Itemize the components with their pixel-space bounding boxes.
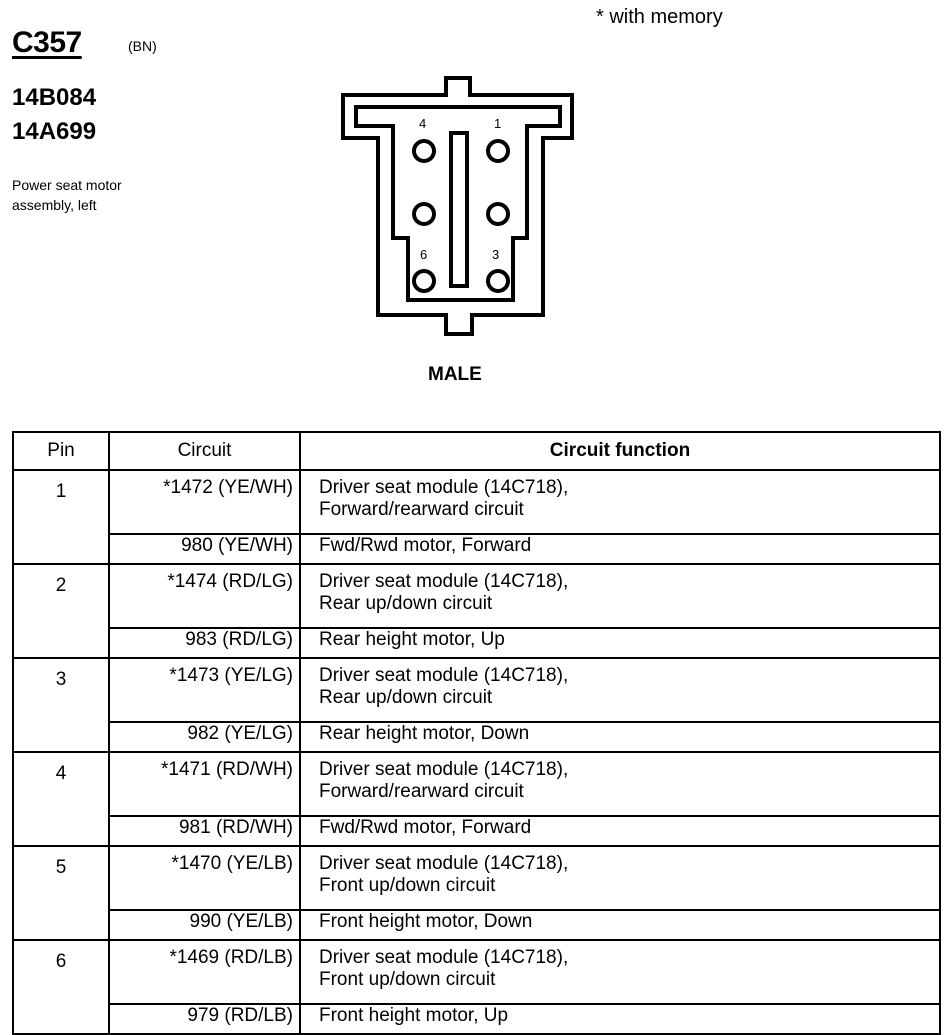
table-row <box>13 722 940 752</box>
table-row <box>13 910 940 940</box>
pin-number: 5 <box>13 846 109 940</box>
description-line-1: Power seat motor <box>12 177 122 193</box>
pin-number: 1 <box>13 470 109 564</box>
memory-circuit: *1470 (YE/LB) <box>109 846 300 910</box>
circuit-function: Fwd/Rwd motor, Forward <box>300 534 940 564</box>
circuit-function: Front height motor, Up <box>300 1004 940 1034</box>
pin-label-6: 6 <box>420 247 428 262</box>
pin-number: 3 <box>13 658 109 752</box>
table-row <box>13 846 940 910</box>
pin-number: 4 <box>13 752 109 846</box>
memory-circuit-function <box>300 940 940 1004</box>
circuit-function: Front height motor, Down <box>300 910 940 940</box>
center-rib <box>451 133 467 286</box>
memory-circuit: *1471 (RD/WH) <box>109 752 300 816</box>
table-row <box>13 1004 940 1034</box>
connector-gender: MALE <box>428 364 482 385</box>
connector-outer-shell <box>343 78 572 334</box>
header-circuit-function: Circuit function <box>300 432 940 470</box>
pin-table <box>12 431 941 1035</box>
pin-label-1: 1 <box>494 116 502 131</box>
circuit: 982 (YE/LG) <box>109 722 300 752</box>
memory-circuit-function <box>300 564 940 628</box>
pin-2-circle <box>488 204 508 224</box>
description-line-2: assembly, left <box>12 197 97 213</box>
table-header-row <box>13 432 940 470</box>
part-number-1: 14B084 <box>12 84 97 111</box>
table-row <box>13 534 940 564</box>
function-line-1: Driver seat module (14C718), <box>319 477 569 498</box>
function-line-1: Driver seat module (14C718), <box>319 759 569 780</box>
connector-color-code: (BN) <box>128 38 157 54</box>
table-row <box>13 658 940 722</box>
function-line-2: Forward/rearward circuit <box>319 499 524 520</box>
pin-label-4: 4 <box>419 116 427 131</box>
circuit: 980 (YE/WH) <box>109 534 300 564</box>
connector-id: C357 <box>12 26 82 59</box>
table-row <box>13 816 940 846</box>
function-line-2: Rear up/down circuit <box>319 687 493 708</box>
circuit-function: Rear height motor, Down <box>300 722 940 752</box>
pin-label-3: 3 <box>492 247 500 262</box>
connector-description <box>12 175 122 215</box>
pin-5-circle <box>414 204 434 224</box>
pin-6-circle <box>414 271 434 291</box>
connector-inner-cavity <box>356 107 560 300</box>
circuit: 990 (YE/LB) <box>109 910 300 940</box>
pin-4-circle <box>414 141 434 161</box>
table-row <box>13 470 940 534</box>
circuit: 983 (RD/LG) <box>109 628 300 658</box>
function-line-2: Front up/down circuit <box>319 875 496 896</box>
circuit: 979 (RD/LB) <box>109 1004 300 1034</box>
circuit-function: Fwd/Rwd motor, Forward <box>300 816 940 846</box>
table-row <box>13 564 940 628</box>
pin-number: 6 <box>13 940 109 1034</box>
connector-face-diagram <box>330 70 580 350</box>
memory-circuit-function <box>300 846 940 910</box>
pin-number: 2 <box>13 564 109 658</box>
memory-circuit: *1472 (YE/WH) <box>109 470 300 534</box>
table-row <box>13 628 940 658</box>
function-line-2: Forward/rearward circuit <box>319 781 524 802</box>
part-number-2: 14A699 <box>12 118 97 145</box>
memory-circuit: *1474 (RD/LG) <box>109 564 300 628</box>
circuit-function: Rear height motor, Up <box>300 628 940 658</box>
memory-circuit-function <box>300 470 940 534</box>
function-line-2: Front up/down circuit <box>319 969 496 990</box>
memory-circuit: *1469 (RD/LB) <box>109 940 300 1004</box>
pin-1-circle <box>488 141 508 161</box>
memory-circuit: *1473 (YE/LG) <box>109 658 300 722</box>
circuit: 981 (RD/WH) <box>109 816 300 846</box>
pin-3-circle <box>488 271 508 291</box>
header-circuit: Circuit <box>109 432 300 470</box>
memory-note: * with memory <box>596 6 723 28</box>
header-pin: Pin <box>13 432 109 470</box>
function-line-1: Driver seat module (14C718), <box>319 665 569 686</box>
function-line-1: Driver seat module (14C718), <box>319 571 569 592</box>
table-row <box>13 752 940 816</box>
function-line-1: Driver seat module (14C718), <box>319 853 569 874</box>
function-line-1: Driver seat module (14C718), <box>319 947 569 968</box>
table-row <box>13 940 940 1004</box>
memory-circuit-function <box>300 658 940 722</box>
function-line-2: Rear up/down circuit <box>319 593 493 614</box>
memory-circuit-function <box>300 752 940 816</box>
